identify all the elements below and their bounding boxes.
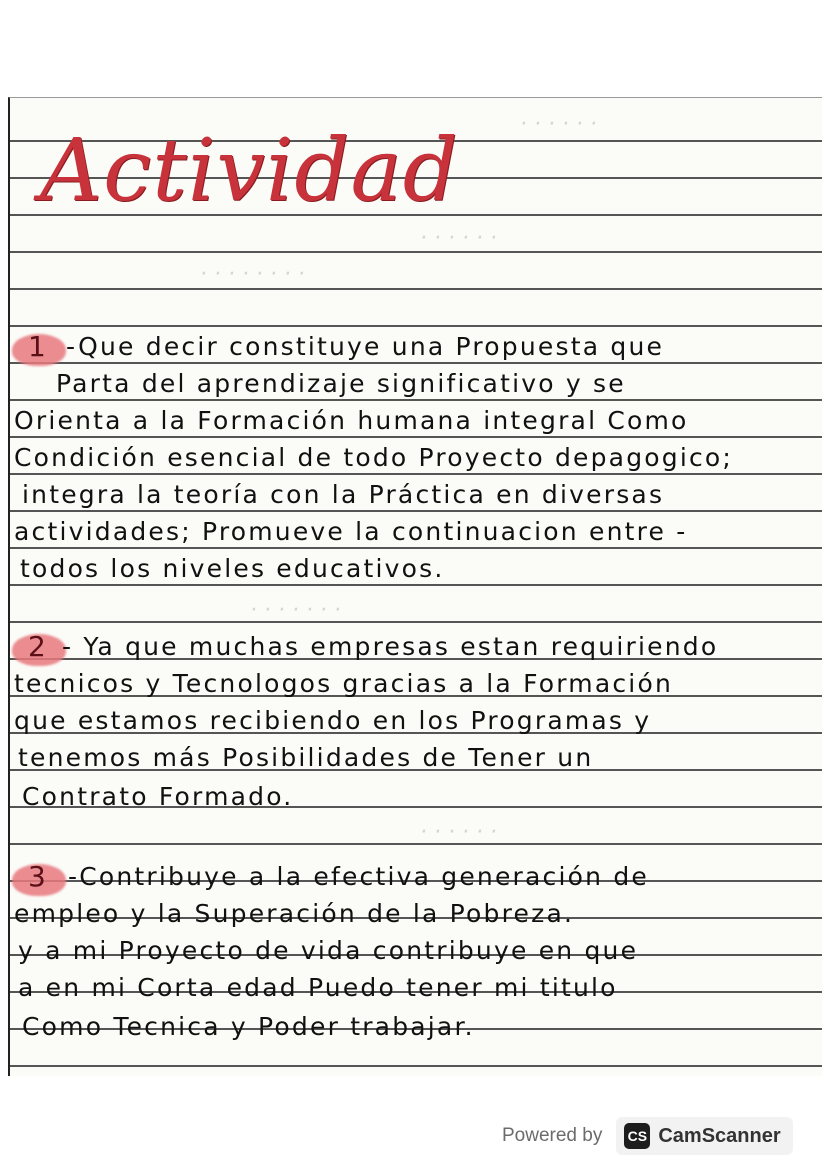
- text-line: empleo y la Superación de la Pobreza.: [14, 899, 575, 928]
- text-line: - Ya que muchas empresas estan requiriendo: [62, 632, 719, 661]
- camscanner-brand: CamScanner: [658, 1124, 781, 1147]
- text-line: todos los niveles educativos.: [20, 554, 445, 583]
- text-line: tecnicos y Tecnologos gracias a la Formación: [14, 669, 673, 698]
- bleed-through-text: · · · · · ·: [520, 112, 597, 137]
- text-line: a en mi Corta edad Puedo tener mi titulo: [18, 973, 618, 1002]
- text-line: Como Tecnica y Poder trabajar.: [22, 1012, 475, 1041]
- text-line: integra la teoría con la Práctica en diversas: [22, 480, 665, 509]
- text-line: y a mi Proyecto de vida contribuye en que: [18, 936, 639, 965]
- notebook-page: [8, 97, 822, 1076]
- text-line: Contrato Formado.: [22, 782, 294, 811]
- item-number: 3: [28, 860, 46, 893]
- page-title: Actividad: [40, 121, 459, 221]
- bleed-through-text: · · · · · · ·: [250, 598, 341, 623]
- bleed-through-text: · · · · · · · ·: [200, 262, 305, 287]
- camscanner-logo-icon: CS: [624, 1123, 650, 1149]
- text-line: Orienta a la Formación humana integral Como: [14, 406, 689, 435]
- powered-by-label: Powered by: [502, 1125, 603, 1146]
- camscanner-badge: [616, 1117, 792, 1155]
- item-number: 1: [28, 330, 46, 363]
- item-number-badge: [12, 330, 70, 370]
- text-line: tenemos más Posibilidades de Tener un: [18, 743, 594, 772]
- bleed-through-text: · · · · · ·: [420, 820, 497, 845]
- bleed-through-text: · · · · · ·: [420, 226, 497, 251]
- item-number: 2: [28, 630, 46, 663]
- camscanner-watermark: [502, 1115, 793, 1157]
- text-line: -Que decir constituye una Propuesta que: [66, 332, 665, 361]
- text-line: actividades; Promueve la continuacion entre -: [14, 517, 688, 546]
- text-line: Condición esencial de todo Proyecto depagogico;: [14, 443, 734, 472]
- text-line: que estamos recibiendo en los Programas y: [14, 706, 652, 735]
- text-line: -Contribuye a la efectiva generación de: [68, 862, 649, 891]
- text-line: Parta del aprendizaje significativo y se: [56, 369, 626, 398]
- item-number-badge: [12, 860, 70, 900]
